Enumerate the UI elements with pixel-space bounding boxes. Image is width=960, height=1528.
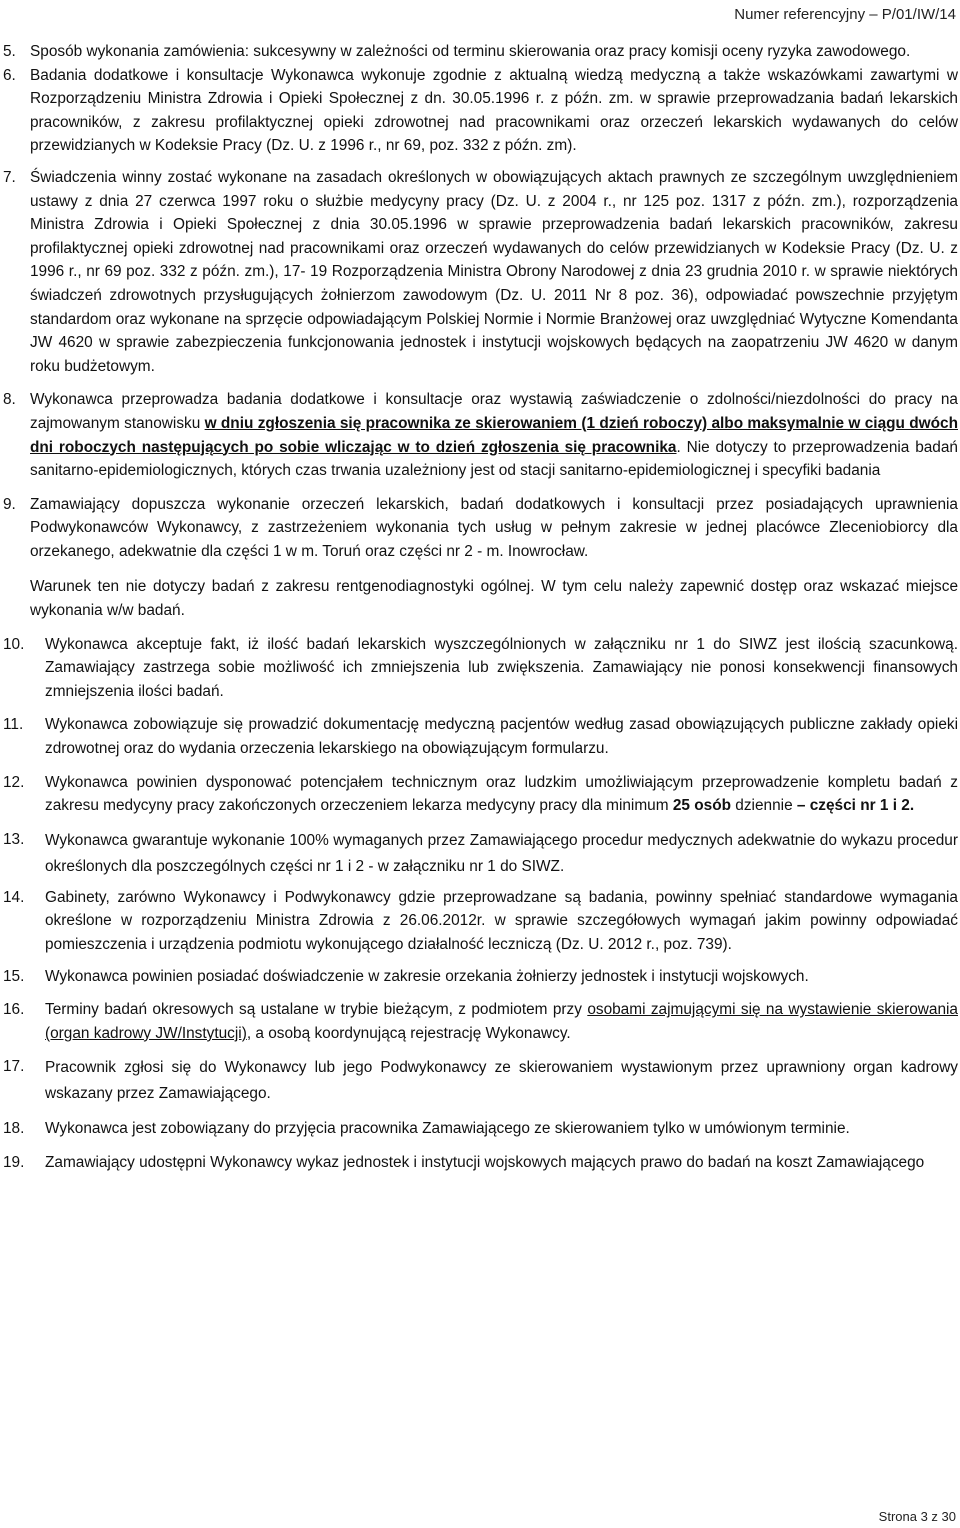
item-number: 10. (3, 635, 25, 653)
text-run: Terminy badań okresowych są ustalane w trybie bieżącym, z podmiotem przy (45, 1001, 588, 1019)
item-text-note: Warunek ten nie dotyczy badań z zakresu rentgenodiagnostyki ogólnej. W tym celu należy zapewnić dostęp oraz wskazać miejsce wykonania w/w badań. (30, 578, 958, 620)
item-text: Wykonawca zobowiązuje się prowadzić dokumentację medyczną pacjentów według zasad obowiązujących publiczne zakłady opieki zdrowotnej oraz do wydania orzeczenia lekarskiego na obowiązującym formularzu. (45, 716, 958, 758)
capacity-emphasis: 25 osób (672, 797, 732, 815)
list-item (3, 388, 958, 482)
list-item (3, 40, 958, 64)
item-number: 19. (3, 1153, 25, 1171)
item-number: 14. (3, 888, 25, 906)
item-number: 12. (3, 773, 25, 791)
item-number: 6. (3, 66, 16, 84)
page-number: Strona 3 z 30 (878, 1509, 956, 1524)
item-number: 7. (3, 168, 16, 186)
item-text: Wykonawca powinien posiadać doświadczenie w zakresie orzekania żołnierzy jednostek i instytucji wojskowych. (45, 967, 809, 985)
text-run: Wykonawca powinien dysponować potencjałem technicznym oraz ludzkim umożliwiającym przeprowadzenie kompletu badań z zakresu medycyny pracy zakończonych orzeczeniem lekarza medycyny pracy dla minimum (45, 773, 958, 815)
item-number: 17. (3, 1058, 25, 1076)
list-item (3, 828, 958, 880)
list-item (3, 64, 958, 158)
item-number: 8. (3, 391, 16, 409)
item-number: 18. (3, 1120, 25, 1138)
list-item (3, 493, 958, 623)
list-item (3, 1055, 958, 1107)
item-text: Badania dodatkowe i konsultacje Wykonawca wykonuje zgodnie z aktualną wiedzą medyczną a także wskazówkami zawartymi w Rozporządzeniu Ministra Zdrowia i Opieki Społecznej z dn. 30.05.1996 r. z późn. zm. w sprawie przeprowadzania badań lekarskich pracowników, z zakresu profilaktycznej opieki zdrowotnej nad pracownikami oraz orzeczeń lekarskich wydawanych do celów przewidzianych w Kodeksie Pracy (Dz. U. z 1996 r., nr 69, poz. 332 z późn. zm). (30, 66, 958, 155)
item-number: 9. (3, 495, 16, 513)
deadline-emphasis: w dniu zgłoszenia się pracownika ze skierowaniem (1 dzień roboczy) albo maksymalnie w ciągu dwóch dni roboczych następujących po sobie wliczając w to dzień zgłoszenia się pracownika (30, 414, 958, 456)
text-run: Wykonawca przeprowadza badania dodatkowe i konsultacje oraz wystawią zaświadczenie o zdolności/niezdolności do pracy na zajmowanym stanowisku (30, 391, 958, 432)
parts-emphasis: – części nr 1 i 2. (796, 797, 915, 815)
item-number: 16. (3, 1001, 25, 1019)
item-text (30, 388, 958, 482)
text-run: , a osobą koordynującą rejestrację Wykonawcy. (246, 1024, 571, 1042)
list-item (3, 1117, 958, 1141)
list-item (3, 166, 958, 378)
item-text (45, 771, 958, 818)
list-item (3, 713, 958, 760)
item-number: 13. (3, 830, 25, 848)
text-run: . Nie dotyczy to przeprowadzenia badań sanitarno-epidemiologicznych, których czas trwania uzależniony jest od stacji sanitarno-epidemiologicznej i specyfiki badania (30, 438, 958, 480)
item-text: Zamawiający udostępni Wykonawcy wykaz jednostek i instytucji wojskowych mających prawo do badań na koszt Zamawiającego (45, 1153, 925, 1171)
text-run: dziennie (731, 797, 797, 815)
item-text (45, 998, 958, 1045)
list-item (3, 1151, 958, 1175)
list-item (3, 965, 958, 989)
item-number: 5. (3, 43, 16, 60)
item-text: Sposób wykonania zamówienia: sukcesywny w zależności od terminu skierowania oraz pracy komisji oceny ryzyka zawodowego. (30, 43, 911, 60)
item-number: 15. (3, 967, 25, 985)
list-item (3, 998, 958, 1045)
reference-number: Numer referencyjny – P/01/IW/14 (734, 6, 956, 23)
item-text: Zamawiający dopuszcza wykonanie orzeczeń lekarskich, badań dodatkowych i konsultacji przez posiadających uprawnienia Podwykonawców Wykonawcy, z zastrzeżeniem wykonania tych usług w pełnym zakresie w jednej placówce Zleceniobiorcy dla orzekanego, adekwatnie dla części 1 w m. Toruń oraz części nr 2 - m. Inowrocław. (30, 495, 958, 560)
underlined-text: osobami zajmującymi się na wystawienie skierowania (organ kadrowy JW/Instytucji) (45, 1001, 958, 1042)
list-item (3, 633, 958, 704)
item-text: Wykonawca akceptuje fakt, iż ilość badań lekarskich wyszczególnionych w załączniku nr 1 do SIWZ jest ilością szacunkową. Zamawiający zastrzega sobie możliwość ich zmniejszenia lub zwiększenia. Zamawiający nie ponosi konsekwencji finansowych zmniejszenia ilości badań. (45, 635, 958, 700)
item-text: Świadczenia winny zostać wykonane na zasadach określonych w obowiązujących aktach prawnych ze szczególnym uwzględnieniem ustawy z dnia 27 czerwca 1997 roku o służbie medycyny pracy (Dz. U. z 2004 r., nr 125 poz. 1317 z późn. zm.), rozporządzenia Ministra Zdrowia i Opieki Społecznej z dnia 30.05.1996 w sprawie przeprowadzenia badań lekarskich pracowników, zakresu profilaktycznej opieki zdrowotnej nad pracownikami oraz orzeczeń wydawanych do celów przewidzianych w Kodeksie Pracy (Dz. U. z 1996 r., nr 69 poz. 332 z późn. zm.), 17- 19 Rozporządzenia Ministra Obrony Narodowej z dnia 23 grudnia 2010 r. w sprawie niektórych świadczeń zdrowotnych przysługujących żołnierzom zawodowym (Dz. U. 2011 Nr 8 poz. 36), odpowiadać powszechnie przyjętym standardom oraz wykonane na sprzęcie odpowiadającym Polskiej Normie i Normie Branżowej oraz uwzględniać Wytyczne Komendanta JW 4620 w sprawie zabezpieczenia funkcjonowania jednostek i instytucji wojskowych będących na zaopatrzeniu JW 4620 w danym roku budżetowym. (30, 168, 958, 375)
item-text: Gabinety, zarówno Wykonawcy i Podwykonawcy gdzie przeprowadzane są badania, powinny spełniać standardowe wymagania określone w rozporządzeniu Ministra Zdrowia z 26.06.2012r. w sprawie szczegółowych wymagań jakim powinny odpowiadać pomieszczenia i urządzenia podmiotu wykonującego działalność leczniczą (Dz. U. 2012 r., poz. 739). (45, 888, 958, 953)
item-text: Wykonawca jest zobowiązany do przyjęcia pracownika Zamawiającego ze skierowaniem tylko w umówionym terminie. (45, 1120, 850, 1138)
terms-list (3, 40, 958, 1175)
item-text: Wykonawca gwarantuje wykonanie 100% wymaganych przez Zamawiającego procedur medycznych adekwatnie do wykazu procedur określonych dla poszczególnych części nr 1 i 2 - w załączniku nr 1 do SIWZ. (45, 831, 958, 875)
list-item (3, 771, 958, 818)
item-number: 11. (3, 716, 24, 734)
list-item (3, 886, 958, 957)
item-text: Pracownik zgłosi się do Wykonawcy lub jego Podwykonawcy ze skierowaniem wystawionym przez uprawniony organ kadrowy wskazany przez Zamawiającego. (45, 1059, 958, 1103)
